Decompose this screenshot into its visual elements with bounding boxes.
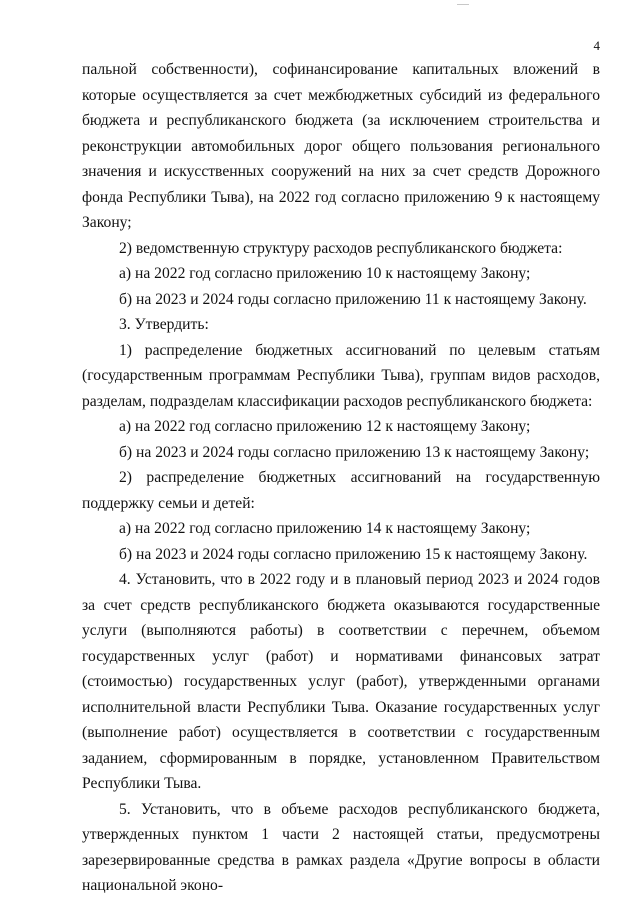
paragraph-state-services: 4. Установить, что в 2022 году и в плановый период 2023 и 2024 годов за счет средств республиканского бюджета оказываются государственные услуги (выполняются работы) в соответствии с перечнем, объемом государственных услуг (работ) и нормативами финансовых затрат (стоимостью) государственных услуг (работ), утвержденными органами исполнительной власти Республики Тыва. Оказание государственных услуг (выполнение работ) осуществляется в соответствии с государственным заданием, сформированным в порядке, установленном Правительством Республики Тыва. xyxy=(82,571,600,792)
paragraph-item-a-2022: а) на 2022 год согласно приложению 10 к настоящему Закону; xyxy=(119,265,531,282)
paragraph-departmental-structure: 2) ведомственную структуру расходов республиканского бюджета: xyxy=(119,239,563,257)
page-number: 4 xyxy=(593,38,600,53)
document-body xyxy=(82,57,600,899)
paragraph-continuation: пальной собственности), софинансирование капитальных вложений в которые осуществляется за счет межбюджетных субсидий из федерального бюджета и республиканского бюджета (за исключением строительства и реконструкции автомобильных дорог общего пользования регионального значения и искусственных сооружений на них за счет средств Дорожного фонда Республики Тыва), на 2022 год согласно приложению 9 к настоящему Закону; xyxy=(82,61,600,231)
paragraph-item-a-2022: а) на 2022 год согласно приложению 14 к настоящему Закону; xyxy=(119,520,531,537)
paragraph-item-a-2022: а) на 2022 год согласно приложению 12 к настоящему Закону; xyxy=(119,418,531,435)
paragraph-item-b-2023-2024: б) на 2023 и 2024 годы согласно приложению 15 к настоящему Закону. xyxy=(119,545,588,563)
paragraph-item-b-2023-2024: б) на 2023 и 2024 годы согласно приложению 11 к настоящему Закону. xyxy=(119,290,587,308)
paragraph-allocation-target-items: 1) распределение бюджетных ассигнований по целевым статьям (государственным программам Республики Тыва), группам видов расходов, разделам, подразделам классификации расходов республиканского бюджета: xyxy=(82,341,600,410)
paragraph-reserved-funds: 5. Установить, что в объеме расходов республиканского бюджета, утвержденных пунктом 1 части 2 настоящей статьи, предусмотрены зарезервированные средства в рамках раздела «Другие вопросы в области национальной эконо- xyxy=(82,800,600,894)
scan-artifact-mark xyxy=(457,4,469,5)
paragraph-family-support: 2) распределение бюджетных ассигнований на государственную поддержку семьи и детей: xyxy=(82,469,600,512)
paragraph-approve-heading: 3. Утвердить: xyxy=(119,316,209,333)
paragraph-item-b-2023-2024: б) на 2023 и 2024 годы согласно приложению 13 к настоящему Закону; xyxy=(119,443,590,461)
